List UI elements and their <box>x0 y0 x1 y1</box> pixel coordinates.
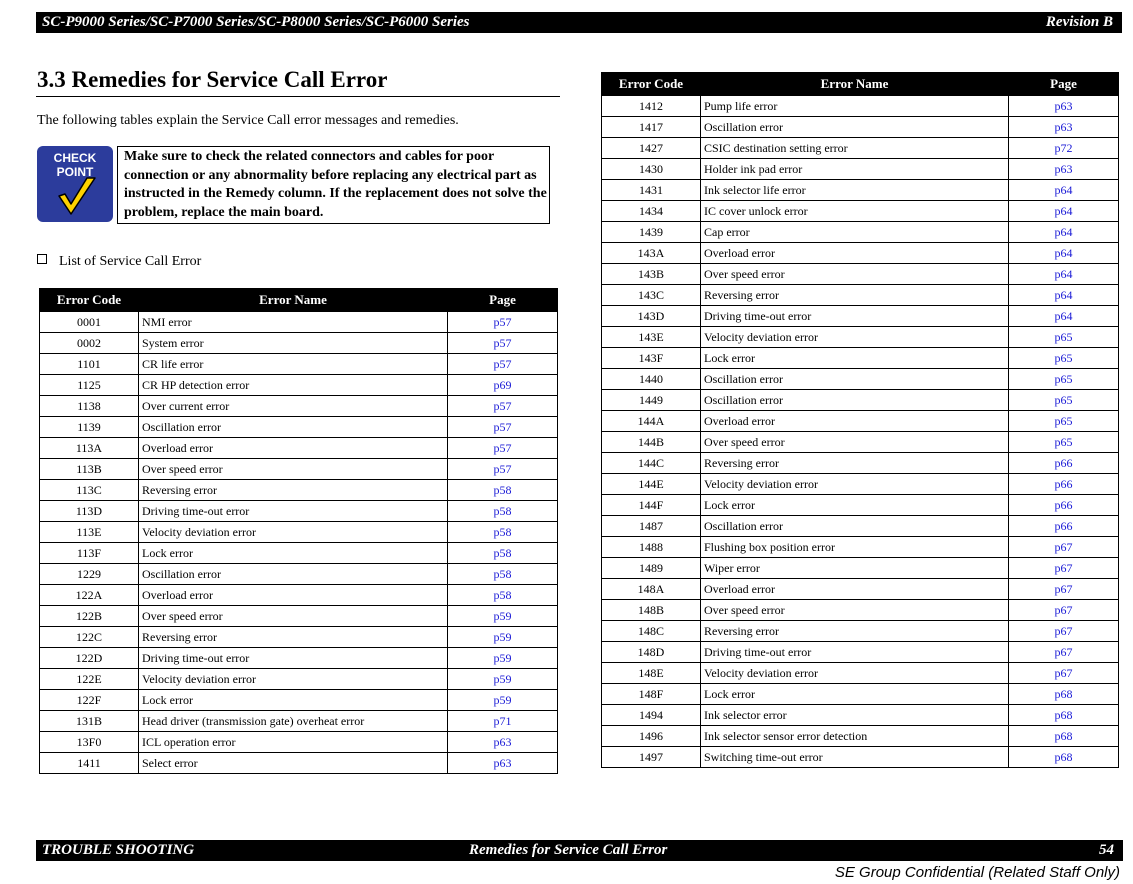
error-code-cell: 148C <box>602 621 701 642</box>
error-name-cell: Velocity deviation error <box>701 474 1009 495</box>
page-link[interactable]: p68 <box>1009 747 1119 768</box>
error-code-cell: 122E <box>40 669 139 690</box>
page-link[interactable]: p59 <box>448 648 558 669</box>
page-link[interactable]: p58 <box>448 480 558 501</box>
error-name-cell: Reversing error <box>139 480 448 501</box>
title-rule <box>36 96 560 97</box>
error-name-cell: Driving time-out error <box>701 642 1009 663</box>
page-link[interactable]: p71 <box>448 711 558 732</box>
check-point-note <box>117 146 550 224</box>
col-header-page: Page <box>1009 73 1119 96</box>
error-name-cell: Cap error <box>701 222 1009 243</box>
error-name-cell: Over speed error <box>701 432 1009 453</box>
table-row <box>602 684 1119 705</box>
table-row <box>40 354 558 375</box>
error-name-cell: Oscillation error <box>701 117 1009 138</box>
error-name-cell: Velocity deviation error <box>701 327 1009 348</box>
page-link[interactable]: p68 <box>1009 684 1119 705</box>
error-name-cell: Driving time-out error <box>701 306 1009 327</box>
error-code-cell: 143D <box>602 306 701 327</box>
error-code-cell: 1496 <box>602 726 701 747</box>
error-code-cell: 143F <box>602 348 701 369</box>
error-name-cell: Driving time-out error <box>139 648 448 669</box>
page-link[interactable]: p72 <box>1009 138 1119 159</box>
error-name-cell: Velocity deviation error <box>701 663 1009 684</box>
col-header-name: Error Name <box>139 289 448 312</box>
error-code-cell: 148E <box>602 663 701 684</box>
error-name-cell: CSIC destination setting error <box>701 138 1009 159</box>
page-link[interactable]: p57 <box>448 354 558 375</box>
table-row <box>602 306 1119 327</box>
error-code-cell: 0001 <box>40 312 139 333</box>
error-code-cell: 1494 <box>602 705 701 726</box>
table-row <box>40 564 558 585</box>
error-name-cell: Over speed error <box>139 606 448 627</box>
error-name-cell: Ink selector error <box>701 705 1009 726</box>
error-name-cell: Reversing error <box>701 453 1009 474</box>
table-row <box>602 600 1119 621</box>
page-link[interactable]: p58 <box>448 501 558 522</box>
error-name-cell: Overload error <box>139 438 448 459</box>
error-code-cell: 1101 <box>40 354 139 375</box>
table-row <box>40 459 558 480</box>
page-link[interactable]: p63 <box>1009 96 1119 117</box>
error-name-cell: Overload error <box>701 579 1009 600</box>
page-link[interactable]: p68 <box>1009 705 1119 726</box>
page-link[interactable]: p57 <box>448 459 558 480</box>
table-row <box>602 432 1119 453</box>
error-code-cell: 1439 <box>602 222 701 243</box>
page-link[interactable]: p67 <box>1009 558 1119 579</box>
page-link[interactable]: p64 <box>1009 222 1119 243</box>
error-table-left <box>39 288 558 774</box>
page-link[interactable]: p57 <box>448 312 558 333</box>
error-code-cell: 113C <box>40 480 139 501</box>
table-row <box>40 333 558 354</box>
error-code-cell: 143B <box>602 264 701 285</box>
error-code-cell: 1431 <box>602 180 701 201</box>
page-link[interactable]: p67 <box>1009 537 1119 558</box>
check-point-badge <box>37 146 113 222</box>
error-name-cell: CR life error <box>139 354 448 375</box>
error-name-cell: Ink selector sensor error detection <box>701 726 1009 747</box>
page-link[interactable]: p59 <box>448 627 558 648</box>
error-name-cell: Velocity deviation error <box>139 669 448 690</box>
table-row <box>602 222 1119 243</box>
table-row <box>602 264 1119 285</box>
page-link[interactable]: p58 <box>448 585 558 606</box>
table-row <box>602 390 1119 411</box>
error-code-cell: 1139 <box>40 417 139 438</box>
page-link[interactable]: p65 <box>1009 348 1119 369</box>
table-row <box>602 705 1119 726</box>
check-point-label <box>37 151 113 179</box>
page-link[interactable]: p57 <box>448 438 558 459</box>
table-row <box>602 642 1119 663</box>
table-row <box>40 396 558 417</box>
error-code-cell: 1497 <box>602 747 701 768</box>
error-name-cell: ICL operation error <box>139 732 448 753</box>
footer-chapter: TROUBLE SHOOTING <box>42 842 195 858</box>
page-link[interactable]: p69 <box>448 375 558 396</box>
table-row <box>602 117 1119 138</box>
error-name-cell: Over speed error <box>139 459 448 480</box>
page-link[interactable]: p67 <box>1009 600 1119 621</box>
table-left-body <box>40 312 558 774</box>
page-link[interactable]: p57 <box>448 396 558 417</box>
page-link[interactable]: p64 <box>1009 285 1119 306</box>
table-row <box>602 663 1119 684</box>
error-code-cell: 143A <box>602 243 701 264</box>
confidential-notice: SE Group Confidential (Related Staff Only) <box>834 864 1120 881</box>
error-code-cell: 1440 <box>602 369 701 390</box>
error-name-cell: Lock error <box>139 543 448 564</box>
error-name-cell: Over speed error <box>701 600 1009 621</box>
error-code-cell: 143C <box>602 285 701 306</box>
page-link[interactable]: p63 <box>448 732 558 753</box>
page-link[interactable]: p58 <box>448 543 558 564</box>
table-row <box>40 438 558 459</box>
error-code-cell: 1138 <box>40 396 139 417</box>
error-name-cell: Reversing error <box>701 285 1009 306</box>
error-code-cell: 113A <box>40 438 139 459</box>
error-code-cell: 0002 <box>40 333 139 354</box>
table-header-row <box>602 73 1119 96</box>
col-header-code: Error Code <box>602 73 701 96</box>
table-row <box>602 138 1119 159</box>
check-point-text: Make sure to check the related connectors and cables for poor connection or any abnormality before replacing any electrical part as instructed in the Remedy column. If the replacement does not solve the problem, replace the main board. <box>124 149 547 220</box>
header-models: SC-P9000 Series/SC-P7000 Series/SC-P8000 Series/SC-P6000 Series <box>42 14 470 30</box>
page-link[interactable]: p66 <box>1009 474 1119 495</box>
page-link[interactable]: p66 <box>1009 516 1119 537</box>
page-link[interactable]: p63 <box>1009 159 1119 180</box>
table-row <box>602 180 1119 201</box>
check-mark-icon <box>57 176 97 218</box>
error-code-cell: 144E <box>602 474 701 495</box>
error-code-cell: 144F <box>602 495 701 516</box>
error-name-cell: Overload error <box>701 243 1009 264</box>
error-name-cell: Lock error <box>139 690 448 711</box>
error-code-cell: 1412 <box>602 96 701 117</box>
table-header-row <box>40 289 558 312</box>
table-row <box>602 726 1119 747</box>
error-code-cell: 144C <box>602 453 701 474</box>
page-link[interactable]: p64 <box>1009 243 1119 264</box>
list-heading-text: List of Service Call Error <box>59 254 202 269</box>
error-code-cell: 113D <box>40 501 139 522</box>
error-code-cell: 13F0 <box>40 732 139 753</box>
footer-section: Remedies for Service Call Error <box>469 842 668 858</box>
table-row <box>602 453 1119 474</box>
col-header-page: Page <box>448 289 558 312</box>
error-code-cell: 144A <box>602 411 701 432</box>
table-row <box>40 522 558 543</box>
error-name-cell: Over current error <box>139 396 448 417</box>
error-name-cell: Driving time-out error <box>139 501 448 522</box>
table-row <box>602 411 1119 432</box>
table-row <box>602 201 1119 222</box>
table-row <box>602 285 1119 306</box>
page-link[interactable]: p67 <box>1009 579 1119 600</box>
table-row <box>40 669 558 690</box>
error-name-cell: Holder ink pad error <box>701 159 1009 180</box>
table-right-body <box>602 96 1119 768</box>
table-row <box>602 579 1119 600</box>
error-code-cell: 113B <box>40 459 139 480</box>
error-code-cell: 148D <box>602 642 701 663</box>
error-name-cell: Reversing error <box>701 621 1009 642</box>
page-link[interactable]: p59 <box>448 606 558 627</box>
error-code-cell: 113F <box>40 543 139 564</box>
error-name-cell: Head driver (transmission gate) overheat error <box>139 711 448 732</box>
error-name-cell: NMI error <box>139 312 448 333</box>
page-link[interactable]: p64 <box>1009 306 1119 327</box>
page-link[interactable]: p68 <box>1009 726 1119 747</box>
error-name-cell: Flushing box position error <box>701 537 1009 558</box>
error-name-cell: Oscillation error <box>139 564 448 585</box>
table-row <box>40 480 558 501</box>
error-name-cell: IC cover unlock error <box>701 201 1009 222</box>
error-code-cell: 148F <box>602 684 701 705</box>
table-row <box>602 243 1119 264</box>
error-code-cell: 122C <box>40 627 139 648</box>
error-code-cell: 1430 <box>602 159 701 180</box>
error-code-cell: 1489 <box>602 558 701 579</box>
page-link[interactable]: p59 <box>448 690 558 711</box>
error-code-cell: 148B <box>602 600 701 621</box>
page-link[interactable]: p66 <box>1009 495 1119 516</box>
table-row <box>40 648 558 669</box>
badge-line-1: CHECK <box>53 151 97 165</box>
table-row <box>602 621 1119 642</box>
error-code-cell: 1229 <box>40 564 139 585</box>
page-link[interactable]: p63 <box>448 753 558 774</box>
page-link[interactable]: p67 <box>1009 621 1119 642</box>
table-row <box>40 585 558 606</box>
error-name-cell: Ink selector life error <box>701 180 1009 201</box>
page-link[interactable]: p67 <box>1009 663 1119 684</box>
error-name-cell: Pump life error <box>701 96 1009 117</box>
error-name-cell: Oscillation error <box>701 516 1009 537</box>
error-name-cell: Switching time-out error <box>701 747 1009 768</box>
error-code-cell: 1449 <box>602 390 701 411</box>
table-row <box>40 753 558 774</box>
error-name-cell: Oscillation error <box>139 417 448 438</box>
table-row <box>602 537 1119 558</box>
table-row <box>40 312 558 333</box>
intro-text: The following tables explain the Service Call error messages and remedies. <box>37 113 459 128</box>
table-row <box>602 558 1119 579</box>
error-name-cell: Velocity deviation error <box>139 522 448 543</box>
table-row <box>40 501 558 522</box>
table-row <box>602 348 1119 369</box>
table-row <box>602 516 1119 537</box>
page-link[interactable]: p67 <box>1009 642 1119 663</box>
table-row <box>602 159 1119 180</box>
error-name-cell: Over speed error <box>701 264 1009 285</box>
error-name-cell: Oscillation error <box>701 369 1009 390</box>
error-name-cell: Select error <box>139 753 448 774</box>
page-link[interactable]: p57 <box>448 417 558 438</box>
page-link[interactable]: p66 <box>1009 453 1119 474</box>
error-code-cell: 131B <box>40 711 139 732</box>
table-row <box>602 495 1119 516</box>
header-revision: Revision B <box>1045 14 1113 30</box>
error-code-cell: 1411 <box>40 753 139 774</box>
col-header-name: Error Name <box>701 73 1009 96</box>
error-name-cell: Overload error <box>701 411 1009 432</box>
page-footer <box>36 840 1123 861</box>
table-row <box>40 375 558 396</box>
error-code-cell: 143E <box>602 327 701 348</box>
error-code-cell: 122F <box>40 690 139 711</box>
page-link[interactable]: p64 <box>1009 180 1119 201</box>
error-name-cell: Wiper error <box>701 558 1009 579</box>
table-row <box>602 474 1119 495</box>
col-header-code: Error Code <box>40 289 139 312</box>
page-link[interactable]: p65 <box>1009 411 1119 432</box>
page-link[interactable]: p57 <box>448 333 558 354</box>
list-heading <box>37 254 201 270</box>
page-link[interactable]: p58 <box>448 564 558 585</box>
table-row <box>40 627 558 648</box>
page-link[interactable]: p59 <box>448 669 558 690</box>
table-row <box>40 543 558 564</box>
page-link[interactable]: p58 <box>448 522 558 543</box>
table-row <box>602 747 1119 768</box>
error-code-cell: 1125 <box>40 375 139 396</box>
error-code-cell: 1427 <box>602 138 701 159</box>
table-row <box>40 711 558 732</box>
section-title: 3.3 Remedies for Service Call Error <box>37 67 388 92</box>
table-row <box>40 690 558 711</box>
page-link[interactable]: p65 <box>1009 432 1119 453</box>
page-link[interactable]: p65 <box>1009 369 1119 390</box>
error-code-cell: 148A <box>602 579 701 600</box>
page-link[interactable]: p65 <box>1009 390 1119 411</box>
page-link[interactable]: p64 <box>1009 201 1119 222</box>
checkbox-square-icon <box>37 254 47 264</box>
page-link[interactable]: p64 <box>1009 264 1119 285</box>
badge-line-2: POINT <box>56 165 94 179</box>
error-name-cell: System error <box>139 333 448 354</box>
error-code-cell: 113E <box>40 522 139 543</box>
error-code-cell: 1488 <box>602 537 701 558</box>
error-code-cell: 1487 <box>602 516 701 537</box>
error-code-cell: 122B <box>40 606 139 627</box>
error-name-cell: Reversing error <box>139 627 448 648</box>
error-code-cell: 122D <box>40 648 139 669</box>
error-name-cell: Lock error <box>701 684 1009 705</box>
error-code-cell: 1417 <box>602 117 701 138</box>
error-table-right <box>601 72 1119 768</box>
table-row <box>40 732 558 753</box>
error-name-cell: Oscillation error <box>701 390 1009 411</box>
footer-page-number: 54 <box>1099 842 1114 858</box>
error-name-cell: CR HP detection error <box>139 375 448 396</box>
error-name-cell: Overload error <box>139 585 448 606</box>
table-row <box>602 96 1119 117</box>
error-code-cell: 122A <box>40 585 139 606</box>
table-row <box>602 327 1119 348</box>
page-link[interactable]: p65 <box>1009 327 1119 348</box>
error-code-cell: 1434 <box>602 201 701 222</box>
table-row <box>602 369 1119 390</box>
error-name-cell: Lock error <box>701 495 1009 516</box>
page-link[interactable]: p63 <box>1009 117 1119 138</box>
table-row <box>40 417 558 438</box>
table-row <box>40 606 558 627</box>
error-code-cell: 144B <box>602 432 701 453</box>
error-name-cell: Lock error <box>701 348 1009 369</box>
page-header <box>36 12 1122 33</box>
